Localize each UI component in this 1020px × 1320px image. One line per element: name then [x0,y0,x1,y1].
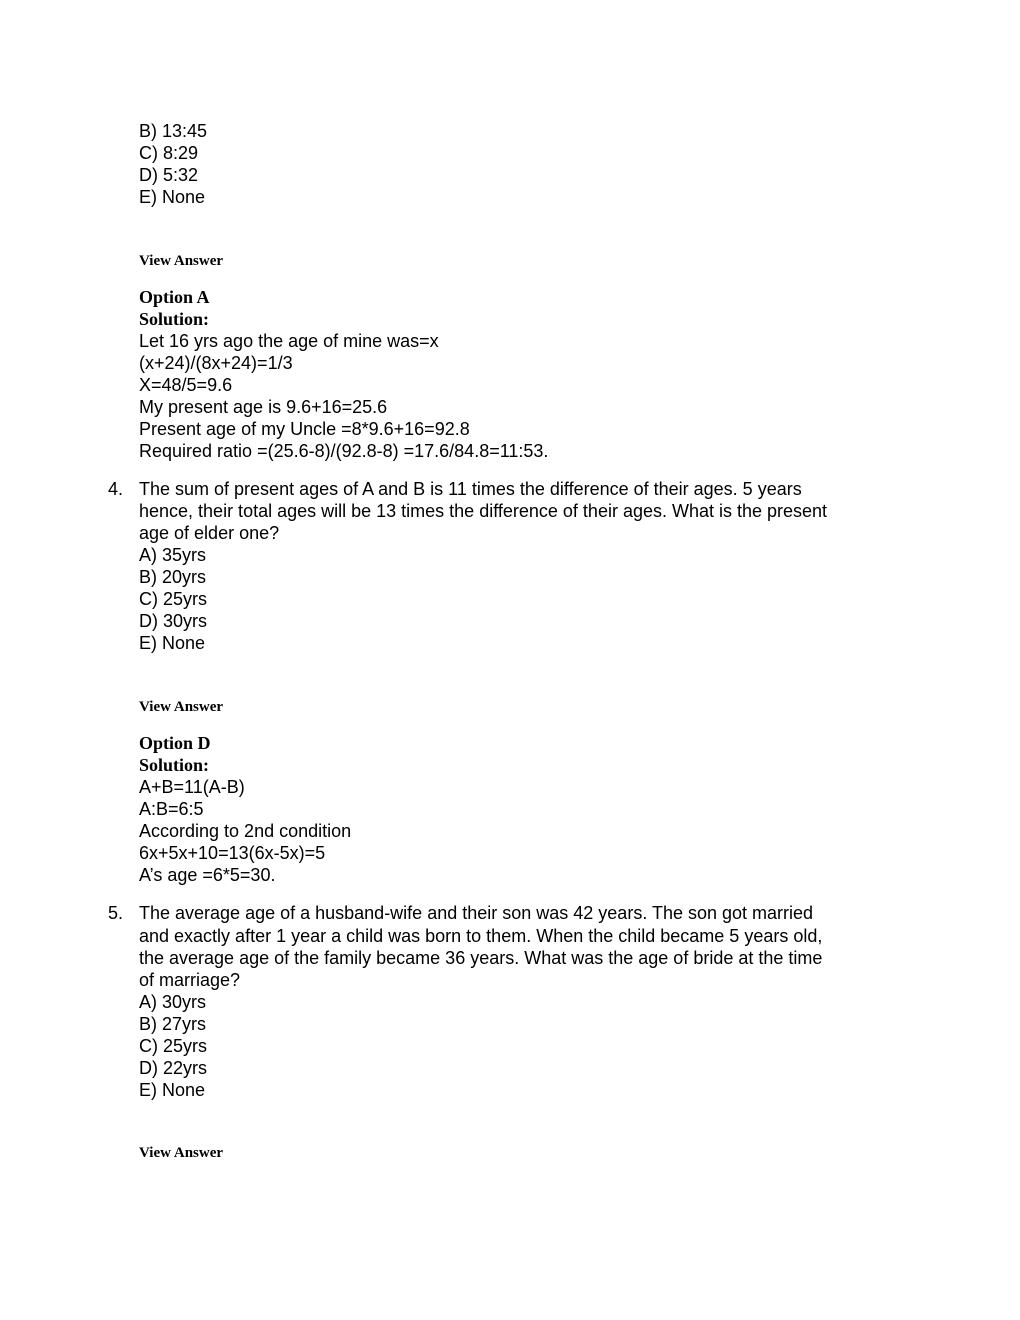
answer-option: Option A [139,287,210,307]
option-b: B) 27yrs [139,1014,207,1034]
solution-line: According to 2nd condition [139,821,352,841]
solution-line: My present age is 9.6+16=25.6 [139,397,388,417]
solution-line: 6x+5x+10=13(6x-5x)=5 [139,843,326,863]
solution-line: (x+24)/(8x+24)=1/3 [139,353,293,373]
question-text: hence, their total ages will be 13 times the difference of their ages. What is the present [139,501,828,521]
option-b: B) 13:45 [139,121,208,141]
option-e: E) None [139,187,206,207]
solution-line: X=48/5=9.6 [139,375,233,395]
solution-line: Present age of my Uncle =8*9.6+16=92.8 [139,419,470,439]
question-text: of marriage? [139,970,241,990]
option-e: E) None [139,1080,206,1100]
option-a: A) 30yrs [139,992,207,1012]
question-text: age of elder one? [139,523,280,543]
question-number: 4. [108,479,124,499]
option-c: C) 25yrs [139,1036,208,1056]
solution-line: A’s age =6*5=30. [139,865,276,885]
question-text: and exactly after 1 year a child was born to them. When the child became 5 years old, [139,926,823,946]
option-b: B) 20yrs [139,567,207,587]
question-text: the average age of the family became 36 years. What was the age of bride at the time [139,948,823,968]
question-text: The sum of present ages of A and B is 11 times the difference of their ages. 5 years [139,479,802,499]
option-c: C) 8:29 [139,143,199,163]
view-answer-link[interactable]: View Answer [139,253,224,269]
option-a: A) 35yrs [139,545,207,565]
question-number: 5. [108,903,124,923]
solution-label: Solution: [139,755,210,775]
solution-label: Solution: [139,309,210,329]
option-d: D) 5:32 [139,165,199,185]
question-text: The average age of a husband-wife and their son was 42 years. The son got married [139,903,814,923]
option-d: D) 30yrs [139,611,208,631]
solution-line: A+B=11(A-B) [139,777,245,797]
solution-line: Let 16 yrs ago the age of mine was=x [139,331,439,351]
option-c: C) 25yrs [139,589,208,609]
view-answer-link[interactable]: View Answer [139,1145,224,1161]
option-d: D) 22yrs [139,1058,208,1078]
solution-line: Required ratio =(25.6-8)/(92.8-8) =17.6/84.8=11:53. [139,441,549,461]
option-e: E) None [139,633,206,653]
solution-line: A:B=6:5 [139,799,204,819]
answer-option: Option D [139,733,211,753]
view-answer-link[interactable]: View Answer [139,699,224,715]
